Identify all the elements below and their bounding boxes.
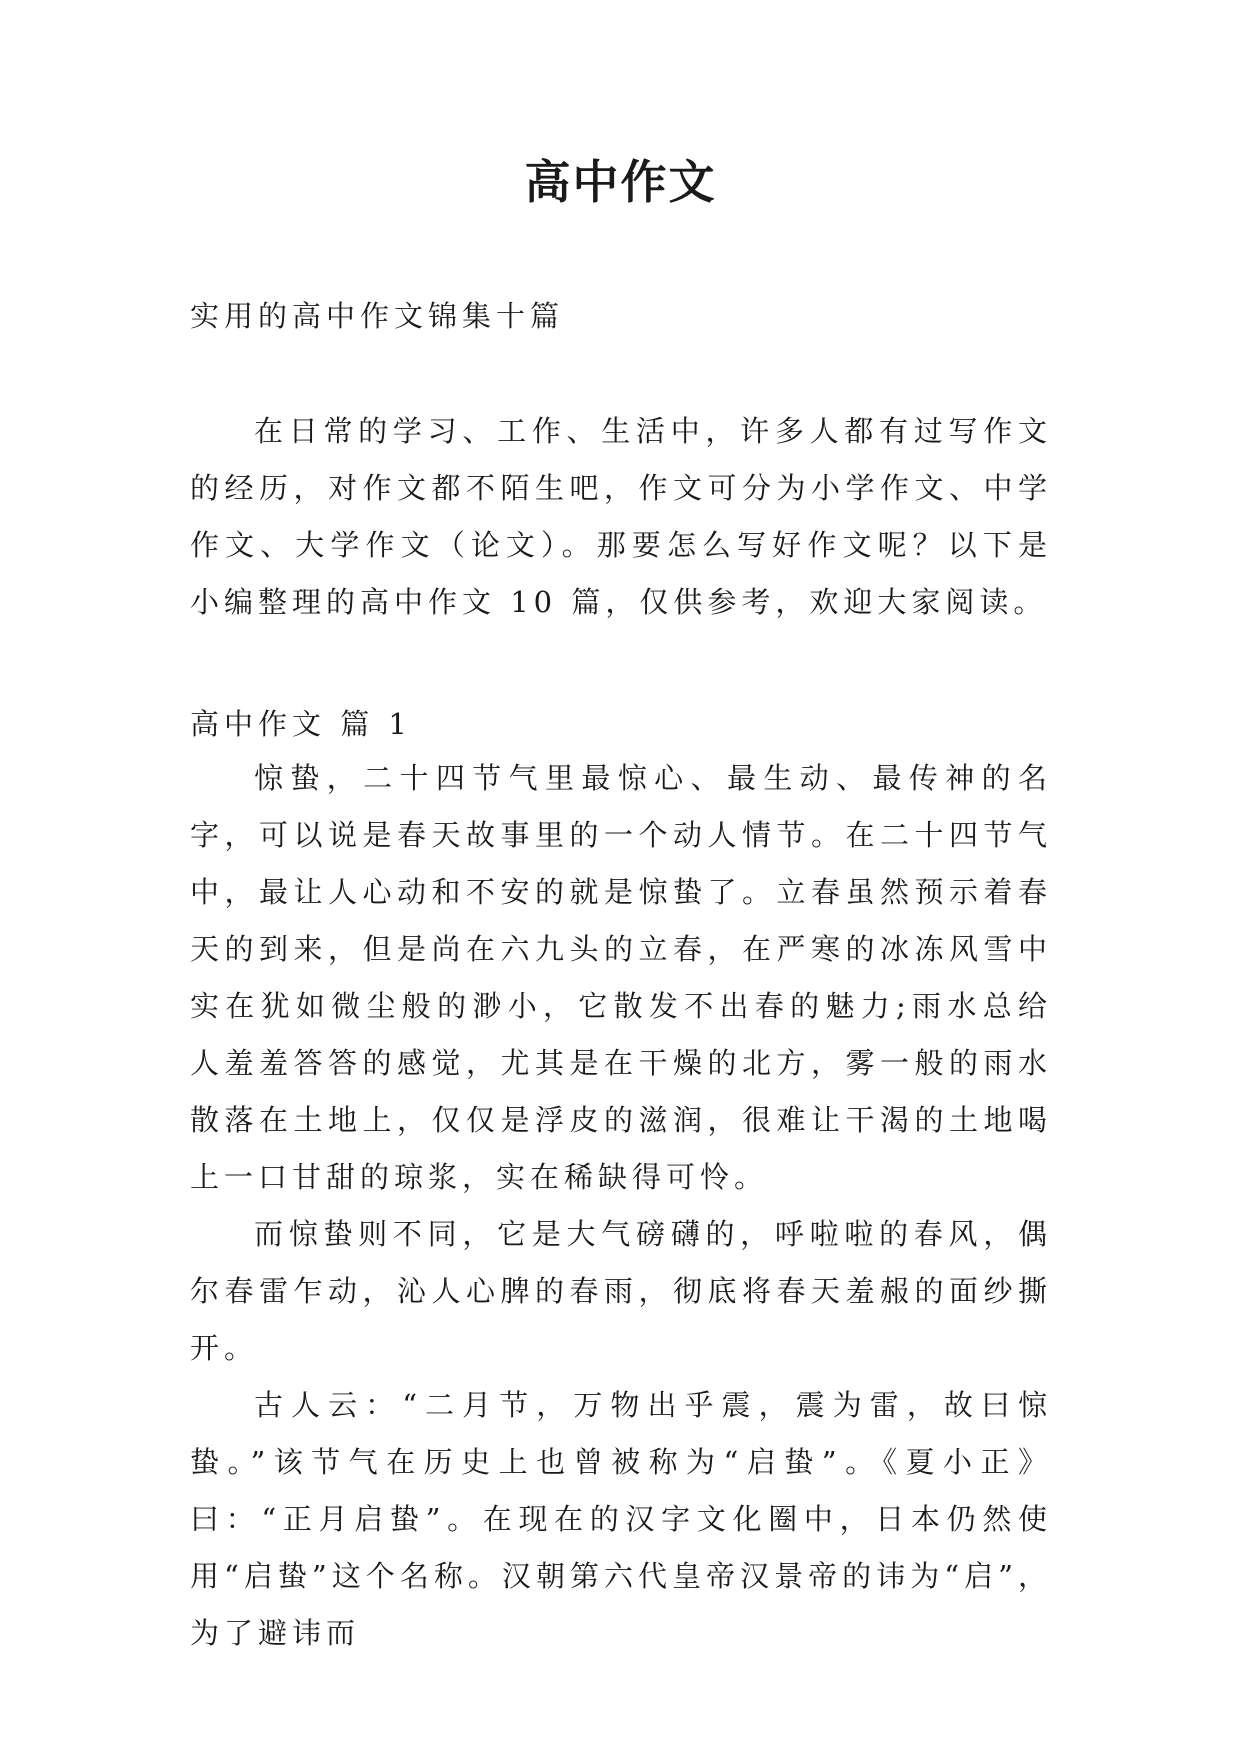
- article-paragraph-2: 而惊蛰则不同，它是大气磅礴的，呼啦啦的春风，偶尔春雷乍动，沁人心脾的春雨，彻底将春天羞赧的面纱撕开。: [190, 1217, 1052, 1365]
- article-paragraph-3: 古人云：“二月节，万物出乎震，震为雷，故曰惊蛰。”该节气在历史上也曾被称为“启蛰”。《夏小正》曰：“正月启蛰”。在现在的汉字文化圈中，日本仍然使用“启蛰”这个名称。汉朝第六代皇帝汉景帝的讳为“启”，为了避讳而: [190, 1388, 1052, 1650]
- article-paragraph-1: 惊蛰，二十四节气里最惊心、最生动、最传神的名字，可以说是春天故事里的一个动人情节。在二十四节气中，最让人心动和不安的就是惊蛰了。立春虽然预示着春天的到来，但是尚在六九头的立春，在严寒的冰冻风雪中实在犹如微尘般的渺小，它散发不出春的魅力;雨水总给人羞羞答答的感觉，尤其是在干燥的北方，雾一般的雨水散落在土地上，仅仅是浮皮的滋润，很难让干渴的土地喝上一口甘甜的琼浆，实在稀缺得可怜。: [190, 761, 1052, 1194]
- section-heading: 高中作文 篇 1: [190, 707, 412, 741]
- intro-paragraph: 在日常的学习、工作、生活中，许多人都有过写作文的经历，对作文都不陌生吧，作文可分为小学作文、中学作文、大学作文（论文）。那要怎么写好作文呢？以下是小编整理的高中作文 10 篇，仅供参考，欢迎大家阅读。: [190, 414, 1052, 619]
- document-title: 高中作文: [524, 155, 717, 209]
- article-body: [190, 750, 1052, 1662]
- document-subtitle: 实用的高中作文锦集十篇: [190, 299, 565, 333]
